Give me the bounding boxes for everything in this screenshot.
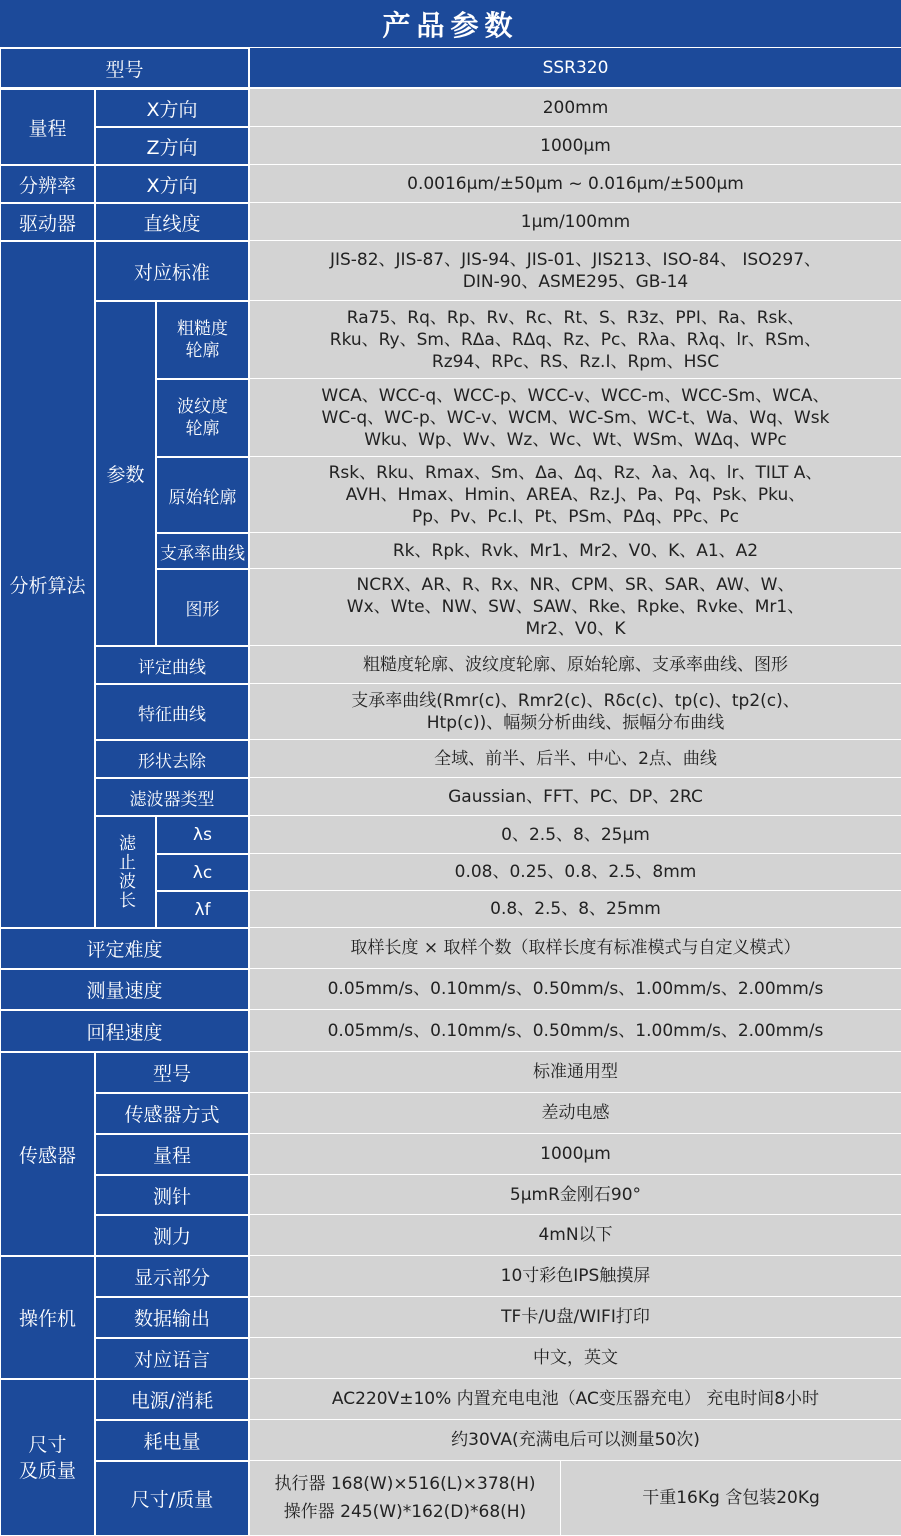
bearing-curve-label: 支承率曲线: [156, 533, 249, 569]
measure-speed-value: 0.05mm/s、0.10mm/s、0.50mm/s、1.00mm/s、2.00mm/s: [249, 969, 901, 1010]
sensor-method-value: 差动电感: [249, 1093, 901, 1134]
display-label: 显示部分: [95, 1256, 249, 1297]
range-label: 量程: [0, 89, 95, 165]
resolution-label: 分辨率: [0, 165, 95, 203]
sensor-method-label: 传感器方式: [95, 1093, 249, 1134]
standard-value: JIS-82、JIS-87、JIS-94、JIS-01、JIS213、ISO-84、 ISO297、 DIN-90、ASME295、GB-14: [249, 241, 901, 301]
power-label: 电源/消耗: [95, 1379, 249, 1420]
measure-speed-label: 测量速度: [0, 969, 249, 1010]
page-title: 产品参数: [0, 0, 901, 47]
sensor-range-value: 1000μm: [249, 1134, 901, 1175]
bearing-curve-value: Rk、Rpk、Rvk、Mr1、Mr2、V0、K、A1、A2: [249, 533, 901, 569]
filter-type-label: 滤波器类型: [95, 778, 249, 816]
operator-label: 操作机: [0, 1256, 95, 1379]
range-x-value: 200mm: [249, 89, 901, 127]
graph-label: 图形: [156, 569, 249, 646]
weight-value: 干重16Kg 含包装20Kg: [560, 1461, 901, 1536]
stylus-label: 测针: [95, 1175, 249, 1215]
consumption-label: 耗电量: [95, 1420, 249, 1461]
language-value: 中文，英文: [249, 1338, 901, 1379]
roughness-label: 粗糙度 轮廓: [156, 301, 249, 379]
cutoff-label-text: 滤止波长: [115, 834, 135, 910]
output-label: 数据输出: [95, 1297, 249, 1338]
cutoff-label: [95, 816, 156, 928]
eval-length-label: 评定难度: [0, 928, 249, 969]
waviness-label: 波纹度 轮廓: [156, 379, 249, 457]
lambda-s-label: λs: [156, 816, 249, 854]
model-value: SSR320: [249, 48, 901, 88]
dims-label: 尺寸/质量: [95, 1461, 249, 1536]
driver-value: 1μm/100mm: [249, 203, 901, 241]
resolution-value: 0.0016μm/±50μm ~ 0.016μm/±500μm: [249, 165, 901, 203]
feature-curve-value: 支承率曲线(Rmr(c)、Rmr2(c)、Rδc(c)、tp(c)、tp2(c)、 Htp(c))、幅频分析曲线、振幅分布曲线: [249, 684, 901, 740]
sensor-model-value: 标准通用型: [249, 1052, 901, 1093]
analysis-label: 分析算法: [0, 241, 95, 928]
range-z-value: 1000μm: [249, 127, 901, 165]
form-removal-value: 全域、前半、后半、中心、2点、曲线: [249, 740, 901, 778]
range-z-label: Z方向: [95, 127, 249, 165]
model-label: 型号: [0, 48, 249, 88]
stylus-value: 5μmR金刚石90°: [249, 1175, 901, 1215]
range-x-label: X方向: [95, 89, 249, 127]
sensor-range-label: 量程: [95, 1134, 249, 1175]
form-removal-label: 形状去除: [95, 740, 249, 778]
sensor-model-label: 型号: [95, 1052, 249, 1093]
lambda-s-value: 0、2.5、8、25μm: [249, 816, 901, 854]
params-label: 参数: [95, 301, 156, 646]
force-label: 测力: [95, 1215, 249, 1256]
sensor-label: 传感器: [0, 1052, 95, 1256]
return-speed-value: 0.05mm/s、0.10mm/s、0.50mm/s、1.00mm/s、2.00mm/s: [249, 1010, 901, 1052]
lambda-c-value: 0.08、0.25、0.8、2.5、8mm: [249, 854, 901, 891]
lambda-f-label: λf: [156, 891, 249, 928]
primary-profile-label: 原始轮廓: [156, 457, 249, 533]
lambda-f-value: 0.8、2.5、8、25mm: [249, 891, 901, 928]
primary-profile-value: Rsk、Rku、Rmax、Sm、Δa、Δq、Rz、λa、λq、lr、TILT A、 AVH、Hmax、Hmin、AREA、Rz.J、Pa、Pq、Psk、Pku、 Pp、Pv、Pc.I、Pt、PSm、PΔq、PPc、Pc: [249, 457, 901, 533]
eval-curve-value: 粗糙度轮廓、波纹度轮廓、原始轮廓、支承率曲线、图形: [249, 646, 901, 684]
dims-value: 执行器 168(W)×516(L)×378(H) 操作器 245(W)*162(D)*68(H): [249, 1461, 560, 1536]
eval-curve-label: 评定曲线: [95, 646, 249, 684]
filter-type-value: Gaussian、FFT、PC、DP、2RC: [249, 778, 901, 816]
feature-curve-label: 特征曲线: [95, 684, 249, 740]
consumption-value: 约30VA(充满电后可以测量50次): [249, 1420, 901, 1461]
graph-value: NCRX、AR、R、Rx、NR、CPM、SR、SAR、AW、W、 Wx、Wte、NW、SW、SAW、Rke、Rpke、Rvke、Mr1、 Mr2、V0、K: [249, 569, 901, 646]
resolution-sub-label: X方向: [95, 165, 249, 203]
eval-length-value: 取样长度 × 取样个数（取样长度有标准模式与自定义模式）: [249, 928, 901, 969]
driver-label: 驱动器: [0, 203, 95, 241]
lambda-c-label: λc: [156, 854, 249, 891]
output-value: TF卡/U盘/WIFI打印: [249, 1297, 901, 1338]
driver-sub-label: 直线度: [95, 203, 249, 241]
return-speed-label: 回程速度: [0, 1010, 249, 1052]
size-label: 尺寸 及质量: [0, 1379, 95, 1536]
display-value: 10寸彩色IPS触摸屏: [249, 1256, 901, 1297]
standard-label: 对应标准: [95, 241, 249, 301]
force-value: 4mN以下: [249, 1215, 901, 1256]
power-value: AC220V±10% 内置充电电池（AC变压器充电） 充电时间8小时: [249, 1379, 901, 1420]
language-label: 对应语言: [95, 1338, 249, 1379]
waviness-value: WCA、WCC-q、WCC-p、WCC-v、WCC-m、WCC-Sm、WCA、 WC-q、WC-p、WC-v、WCM、WC-Sm、WC-t、Wa、Wq、Wsk Wku、Wp、Wv、Wz、Wc、Wt、WSm、WΔq、WPc: [249, 379, 901, 457]
roughness-value: Ra75、Rq、Rp、Rv、Rc、Rt、S、R3z、PPI、Ra、Rsk、 Rku、Ry、Sm、RΔa、RΔq、Rz、Pc、Rλa、Rλq、lr、RSm、 Rz94、RPc、RS、Rz.I、Rpm、HSC: [249, 301, 901, 379]
